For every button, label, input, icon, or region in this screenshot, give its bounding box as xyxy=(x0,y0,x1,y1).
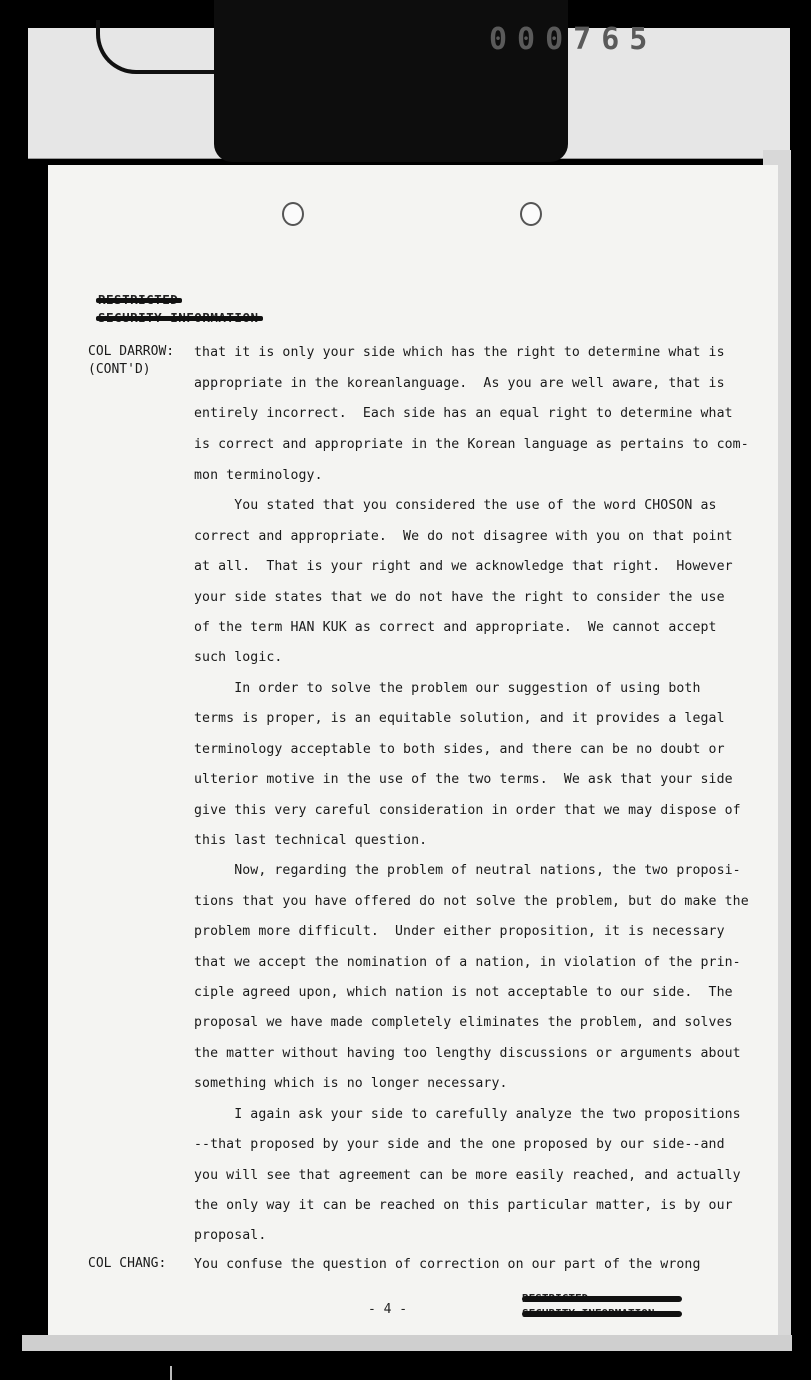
transcript-line: proposal we have made completely eliminates the problem, and solves xyxy=(194,1015,733,1030)
transcript-line: this last technical question. xyxy=(194,833,428,848)
transcript-line: ciple agreed upon, which nation is not acceptable to our side. The xyxy=(194,985,733,1000)
transcript-line: correct and appropriate. We do not disagree with you on that point xyxy=(194,529,733,544)
transcript-line: give this very careful consideration in order that we may dispose of xyxy=(194,803,741,818)
speaker-chang: COL CHANG: xyxy=(88,1256,167,1271)
page-number: - 4 - xyxy=(368,1302,408,1317)
transcript-line: --that proposed by your side and the one proposed by our side--and xyxy=(194,1137,725,1152)
transcript-line: that it is only your side which has the right to determine what is xyxy=(194,345,725,360)
transcript-line: the matter without having too lengthy discussions or arguments about xyxy=(194,1046,741,1061)
transcript-line: terms is proper, is an equitable solution, and it provides a legal xyxy=(194,711,725,726)
transcript-line: that we accept the nomination of a nation, in violation of the prin- xyxy=(194,955,741,970)
transcript-line: at all. That is your right and we acknowledge that right. However xyxy=(194,559,733,574)
transcript-line: such logic. xyxy=(194,650,283,665)
camera-cable xyxy=(96,20,230,74)
frame-number: 000765 xyxy=(489,22,658,57)
transcript-line: Now, regarding the problem of neutral nations, the two proposi- xyxy=(194,863,741,878)
transcript-line: appropriate in the koreanlanguage. As you are well aware, that is xyxy=(194,376,725,391)
transcript-line: tions that you have offered do not solve the problem, but do make the xyxy=(194,894,749,909)
transcript-line: You stated that you considered the use of the word CHOSON as xyxy=(194,498,717,513)
transcript-line: ulterior motive in the use of the two terms. We ask that your side xyxy=(194,772,733,787)
transcript-line: proposal. xyxy=(194,1228,267,1243)
film-bottom-strip xyxy=(22,1335,792,1351)
speaker-darrow: COL DARROW: (CONT'D) xyxy=(88,344,175,377)
transcript-line: In order to solve the problem our suggestion of using both xyxy=(194,681,701,696)
transcript-line: problem more difficult. Under either proposition, it is necessary xyxy=(194,924,725,939)
film-tick-mark xyxy=(170,1366,172,1380)
transcript-line: your side states that we do not have the right to consider the use xyxy=(194,590,725,605)
transcript-line: entirely incorrect. Each side has an equal right to determine what xyxy=(194,406,733,421)
punch-hole-right xyxy=(520,202,542,226)
transcript-line: I again ask your side to carefully analyze the two propositions xyxy=(194,1107,741,1122)
punch-hole-left xyxy=(282,202,304,226)
frame-counter-box xyxy=(214,0,658,162)
classification-header-line1 xyxy=(98,292,178,307)
transcript-line: terminology acceptable to both sides, and there can be no doubt or xyxy=(194,742,725,757)
transcript-line: something which is no longer necessary. xyxy=(194,1076,508,1091)
footer-stamp-line1 xyxy=(522,1292,682,1305)
transcript-line: of the term HAN KUK as correct and appropriate. We cannot accept xyxy=(194,620,717,635)
classification-header-line2 xyxy=(98,310,259,325)
transcript-line: You confuse the question of correction on our part of the wrong xyxy=(194,1257,701,1272)
transcript-line: the only way it can be reached on this particular matter, is by our xyxy=(194,1198,733,1213)
transcript-line: you will see that agreement can be more easily reached, and actually xyxy=(194,1168,741,1183)
transcript-line: mon terminology. xyxy=(194,468,323,483)
footer-stamp-line2 xyxy=(522,1307,682,1320)
transcript-line: is correct and appropriate in the Korean language as pertains to com- xyxy=(194,437,749,452)
